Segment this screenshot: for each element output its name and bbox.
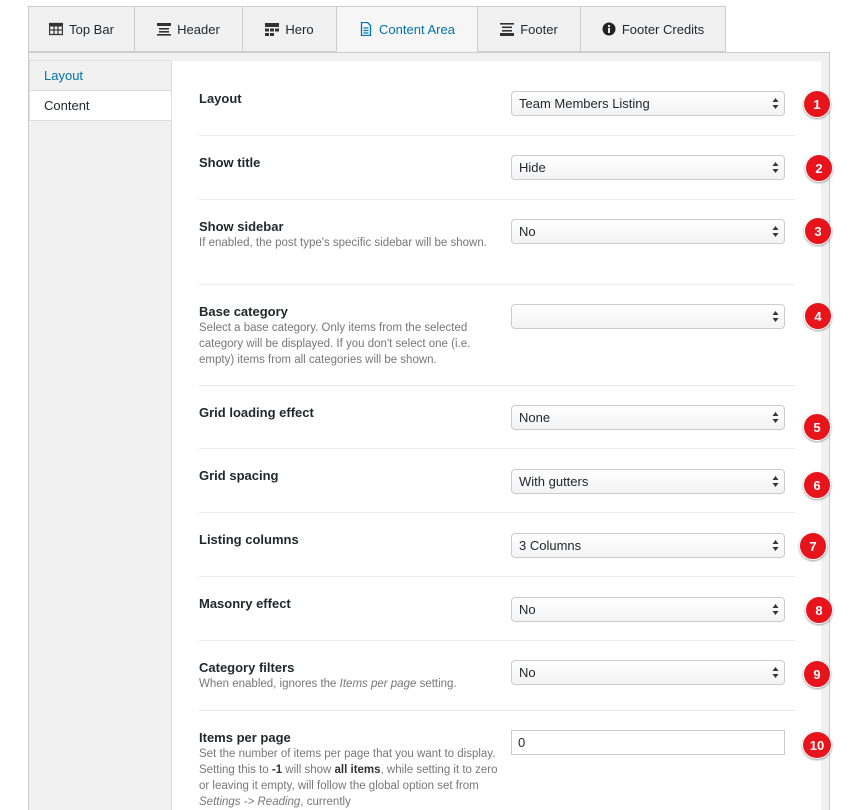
grid-spacing-select[interactable] — [511, 469, 785, 494]
callout-badge: 3 — [804, 217, 832, 245]
setting-row-listing-columns — [199, 513, 817, 577]
tab-hero[interactable] — [242, 6, 336, 52]
callout-badge: 1 — [803, 90, 831, 118]
layout-select[interactable] — [511, 91, 785, 116]
listing-columns-select[interactable] — [511, 533, 785, 558]
setting-title: Grid loading effect — [199, 405, 314, 420]
callout-badge: 7 — [799, 532, 827, 560]
tab-top-bar[interactable] — [28, 6, 134, 52]
grid-loading-select[interactable] — [511, 405, 785, 430]
tab-label: Footer — [520, 21, 558, 37]
select-arrows-icon — [772, 225, 779, 238]
callout-badge: 8 — [805, 596, 833, 624]
setting-row-show-sidebar — [199, 200, 822, 285]
select-value: None — [519, 410, 551, 425]
setting-title: Grid spacing — [199, 468, 279, 483]
setting-description: When enabled, ignores the Items per page setting. — [199, 678, 457, 690]
footer-bars-icon — [500, 22, 514, 36]
tab-header[interactable] — [134, 6, 242, 52]
category-filters-select[interactable] — [511, 660, 785, 685]
setting-row-grid-spacing — [199, 449, 821, 513]
show-title-select[interactable] — [511, 155, 785, 180]
setting-title: Category filters — [199, 660, 295, 675]
table-grid-icon — [49, 22, 63, 36]
setting-row-show-title — [199, 136, 823, 200]
section-nav-layout[interactable]: Layout — [29, 60, 171, 91]
masonry-select[interactable] — [511, 597, 785, 622]
tab-label: Footer Credits — [621, 21, 705, 37]
select-arrows-icon — [772, 97, 779, 110]
tab-label: Top Bar — [69, 21, 114, 37]
select-arrows-icon — [772, 475, 779, 488]
callout-badge: 9 — [803, 660, 831, 688]
setting-title: Listing columns — [199, 532, 299, 547]
setting-description: If enabled, the post type's specific sidebar will be shown. — [199, 237, 487, 249]
hero-grid-icon — [265, 22, 279, 36]
select-value: No — [519, 224, 536, 239]
tab-footer[interactable] — [477, 6, 580, 52]
document-icon — [359, 22, 373, 36]
setting-row-category-filters — [199, 641, 821, 711]
tab-label: Header — [177, 21, 220, 37]
setting-description: Select a base category. Only items from the selected category will be displayed. If you don't select one (i.e. empty) items from all categories will be shown. — [199, 322, 471, 366]
header-bars-icon — [157, 22, 171, 36]
info-icon — [602, 22, 616, 36]
tab-label: Content Area — [379, 21, 455, 37]
select-arrows-icon — [772, 411, 779, 424]
setting-row-items-per-page — [199, 711, 825, 810]
callout-badge: 4 — [804, 302, 832, 330]
select-arrows-icon — [772, 310, 779, 323]
items-per-page-input[interactable] — [511, 730, 785, 755]
setting-row-masonry — [199, 577, 823, 641]
setting-row-layout — [199, 61, 821, 136]
select-value: No — [519, 602, 536, 617]
tab-content-area[interactable] — [336, 6, 477, 52]
callout-badge: 5 — [803, 413, 831, 441]
setting-title: Show sidebar — [199, 219, 284, 234]
setting-title: Items per page — [199, 730, 291, 745]
select-value: No — [519, 665, 536, 680]
select-arrows-icon — [772, 161, 779, 174]
section-nav-content[interactable]: Content — [29, 90, 171, 121]
setting-title: Masonry effect — [199, 596, 291, 611]
setting-description: Set the number of items per page that you want to display. Setting this to -1 will show all items, while setting it to zero or leaving it empty, will follow the global option set from Settings -> Reading, currently — [199, 748, 498, 808]
setting-row-grid-loading — [199, 386, 821, 449]
select-value: 3 Columns — [519, 538, 582, 553]
base-category-select[interactable] — [511, 304, 785, 329]
setting-row-base-category — [199, 285, 822, 386]
select-value: With gutters — [519, 474, 589, 489]
callout-badge: 6 — [803, 471, 831, 499]
callout-badge: 10 — [802, 731, 832, 759]
callout-badge: 2 — [805, 154, 833, 182]
tab-label: Hero — [285, 21, 314, 37]
section-nav — [29, 61, 171, 121]
settings-panel — [28, 52, 830, 810]
select-arrows-icon — [772, 603, 779, 616]
select-arrows-icon — [772, 666, 779, 679]
settings-content — [171, 61, 825, 810]
settings-tabs — [28, 6, 726, 52]
setting-title: Layout — [199, 91, 242, 106]
show-sidebar-select[interactable] — [511, 219, 785, 244]
select-value: Hide — [519, 160, 546, 175]
tab-footer-credits[interactable] — [580, 6, 726, 52]
setting-title: Base category — [199, 304, 288, 319]
select-arrows-icon — [772, 539, 779, 552]
select-value: Team Members Listing — [519, 96, 650, 111]
setting-title: Show title — [199, 155, 261, 170]
